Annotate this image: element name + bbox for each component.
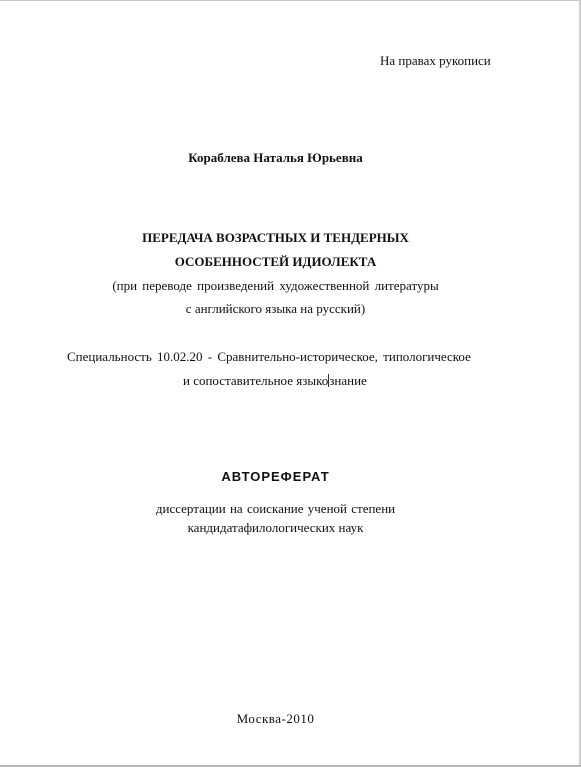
specialty-line-2 bbox=[183, 373, 367, 389]
rights-note: На правах рукописи bbox=[380, 53, 491, 68]
author-name bbox=[0, 150, 581, 166]
title-line-1 bbox=[0, 230, 581, 246]
purpose-line-1 bbox=[0, 501, 581, 517]
title-line-2 bbox=[0, 254, 581, 270]
title-line-1-text: ПЕРЕДАЧА ВОЗРАСТНЫХ И ТЕНДЕРНЫХ bbox=[142, 230, 409, 245]
subtitle-line-1 bbox=[0, 278, 581, 294]
subtitle-line-2-text: с английского языка на русский) bbox=[185, 301, 366, 316]
document-type-text: АВТОРЕФЕРАТ bbox=[221, 469, 330, 484]
title-line-2-text: ОСОБЕННОСТЕЙ ИДИОЛЕКТА bbox=[174, 254, 377, 269]
purpose-line-2 bbox=[0, 520, 581, 536]
page-edge-top bbox=[0, 0, 581, 1]
specialty-line-2-part1: и сопоставительное языко bbox=[183, 373, 329, 388]
city-year bbox=[0, 711, 581, 727]
specialty-line-1: Специальность 10.02.20 - Сравнительно-историческое, типологическое bbox=[67, 349, 471, 364]
document-type bbox=[0, 469, 581, 485]
author-name-text: Кораблева Наталья Юрьевна bbox=[188, 150, 363, 165]
purpose-line-1-text: диссертации на соискание ученой степени bbox=[155, 501, 396, 516]
subtitle-line-2 bbox=[0, 301, 581, 317]
specialty-line-2-part2: знание bbox=[329, 373, 367, 388]
subtitle-line-1-text: (при переводе произведений художественной литературы bbox=[112, 278, 439, 293]
purpose-line-2-text: кандидатафилологических наук bbox=[187, 520, 364, 535]
city-year-text: Москва-2010 bbox=[236, 711, 315, 726]
